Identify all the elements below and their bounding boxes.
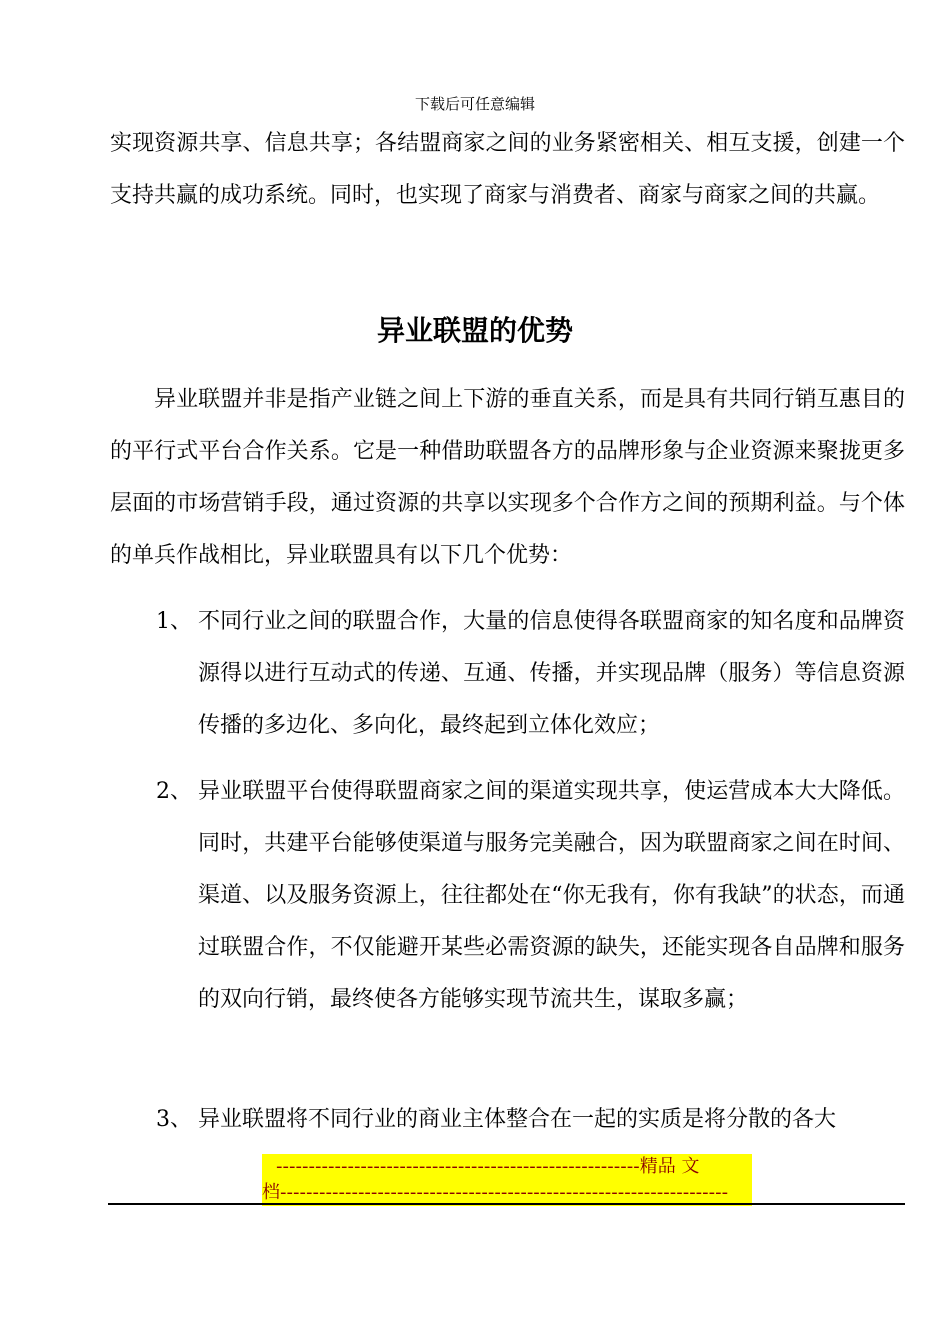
intro-paragraph: 实现资源共享、信息共享；各结盟商家之间的业务紧密相关、相互支援，创建一个支持共赢的成功系统。同时，也实现了商家与消费者、商家与商家之间的共赢。 xyxy=(110,131,905,208)
page-header: 下载后可任意编辑 xyxy=(414,95,535,113)
footer-line-1: --------------------------------------------------------精品 文 xyxy=(276,1156,700,1177)
footer-divider xyxy=(108,1203,905,1205)
list-item-number: 3、 xyxy=(156,1107,192,1132)
list-item xyxy=(110,1094,905,1146)
list-item-text: 不同行业之间的联盟合作，大量的信息使得各联盟商家的知名度和品牌资源得以进行互动式的传递、互通、传播，并实现品牌（服务）等信息资源传播的多边化、多向化，最终起到立体化效应； xyxy=(198,609,905,738)
list-item-text: 异业联盟平台使得联盟商家之间的渠道实现共享，使运营成本大大降低。同时，共建平台能够使渠道与服务完美融合，因为联盟商家之间在时间、渠道、以及服务资源上，往往都处在“你无我有，你有我缺”的状态，而通过联盟合作，不仅能避开某些必需资源的缺失，还能实现各自品牌和服务的双向行销，最终使各方能够实现节流共生，谋取多赢； xyxy=(198,779,905,1012)
list-item-text: 异业联盟将不同行业的商业主体整合在一起的实质是将分散的各大 xyxy=(198,1107,837,1132)
footer-watermark xyxy=(262,1154,752,1206)
list-item xyxy=(110,766,905,1026)
list-item xyxy=(110,596,905,752)
body-paragraph: 异业联盟并非是指产业链之间上下游的垂直关系，而是具有共同行销互惠目的的平行式平台合作关系。它是一种借助联盟各方的品牌形象与企业资源来聚拢更多层面的市场营销手段，通过资源的共享以实现多个合作方之间的预期利益。与个体的单兵作战相比，异业联盟具有以下几个优势： xyxy=(110,387,905,568)
section-title: 异业联盟的优势 xyxy=(376,314,573,347)
footer-line-2: 档--------------------------------------------------------------------- xyxy=(262,1182,729,1203)
list-item-number: 2、 xyxy=(156,779,192,804)
list-item-number: 1、 xyxy=(156,609,192,634)
